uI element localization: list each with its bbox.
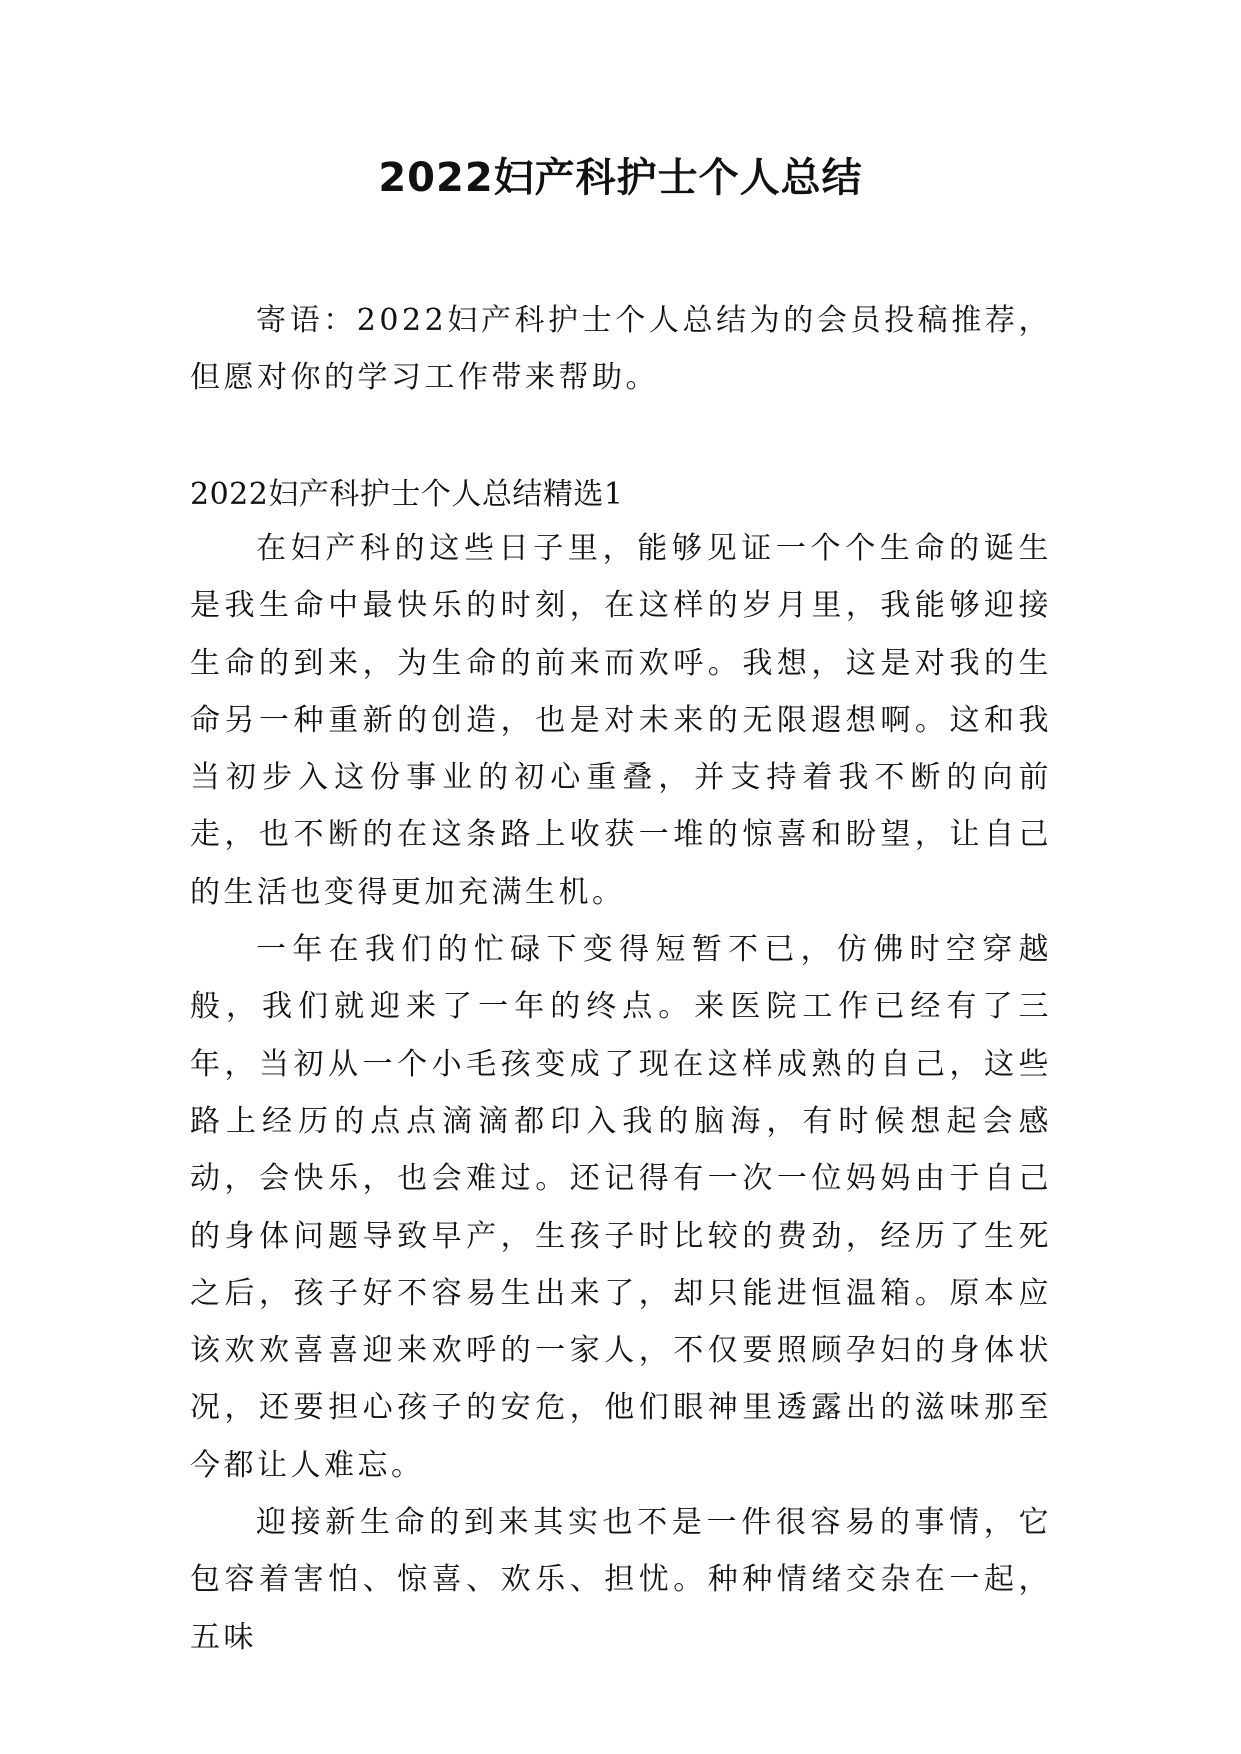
body-text <box>190 520 1052 1666</box>
body-paragraph: 迎接新生命的到来其实也不是一件很容易的事情，它包容着害怕、惊喜、欢乐、担忧。种种情绪交杂在一起，五味 <box>190 1505 1052 1655</box>
body-paragraph: 一年在我们的忙碌下变得短暂不已，仿佛时空穿越般，我们就迎来了一年的终点。来医院工作已经有了三年，当初从一个小毛孩变成了现在这样成熟的自己，这些路上经历的点点滴滴都印入我的脑海，有时候想起会感动，会快乐，也会难过。还记得有一次一位妈妈由于自己的身体问题导致早产，生孩子时比较的费劲，经历了生死之后，孩子好不容易生出来了，却只能进恒温箱。原本应该欢欢喜喜迎来欢呼的一家人，不仅要照顾孕妇的身体状况，还要担心孩子的安危，他们眼神里透露出的滋味那至今都让人难忘。 <box>190 932 1052 1483</box>
section-heading: 2022妇产科护士个人总结精选1 <box>190 477 624 512</box>
intro-paragraph: 寄语：2022妇产科护士个人总结为的会员投稿推荐，但愿对你的学习工作带来帮助。 <box>190 303 1052 396</box>
body-paragraph: 在妇产科的这些日子里，能够见证一个个生命的诞生是我生命中最快乐的时刻，在这样的岁月里，我能够迎接生命的到来，为生命的前来而欢呼。我想，这是对我的生命另一种重新的创造，也是对未来的无限遐想啊。这和我当初步入这份事业的初心重叠，并支持着我不断的向前走，也不断的在这条路上收获一堆的惊喜和盼望，让自己的生活也变得更加充满生机。 <box>190 531 1052 910</box>
document-title: 2022妇产科护士个人总结 <box>378 155 863 201</box>
